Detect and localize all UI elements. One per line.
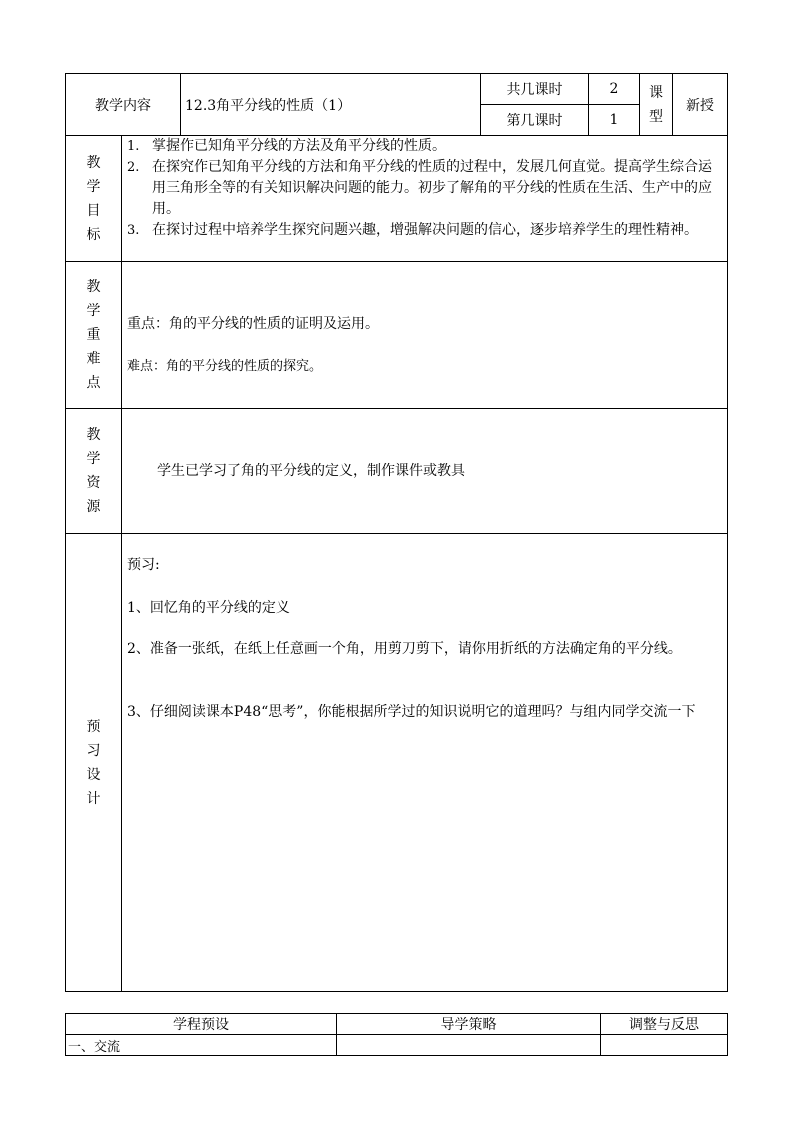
total-hours-label: 共几课时 (506, 82, 563, 98)
objective-item: 1. 掌握作已知角平分线的方法及角平分线的性质。 (127, 138, 446, 154)
total-hours-value: 2 (609, 81, 619, 97)
preview-item: 1、回忆角的平分线的定义 (127, 600, 290, 616)
process-header-plan: 学程预设 (173, 1017, 229, 1033)
preview-title: 预习: (127, 557, 160, 573)
process-header-reflection: 调整与反思 (629, 1017, 699, 1033)
lesson-topic: 12.3角平分线的性质（1） (185, 97, 352, 114)
preview-label: 预 习 设 计 (86, 718, 101, 807)
lesson-type-value: 新授 (686, 97, 714, 114)
type-label: 课 型 (649, 84, 663, 125)
preview-item: 3、仔细阅读课本P48“思考”，你能根据所学过的知识说明它的道理吗？与组内同学交流一下 (127, 704, 696, 720)
objectives-list (127, 136, 723, 241)
preview-item: 2、准备一张纸，在纸上任意画一个角，用剪刀剪下，请你用折纸的方法确定角的平分线。 (127, 641, 682, 657)
resources-label: 教 学 资 源 (86, 427, 101, 515)
current-hour-value: 1 (609, 112, 619, 128)
key-point-difficulty: 难点：角的平分线的性质的探究。 (127, 359, 323, 374)
objective-item: 2. 在探究作已知角平分线的方法和角平分线的性质的过程中，发展几何直觉。提高学生综合运用三角形全等的有关知识解决问题的能力。初步了解角的平分线的性质在生活、生产中的应用。 (127, 159, 712, 217)
resources-text: 学生已学习了角的平分线的定义，制作课件或教具 (157, 463, 465, 479)
process-header-strategy: 导学策略 (440, 1017, 497, 1033)
objectives-label: 教 学 目 标 (86, 154, 101, 243)
objective-item: 3. 在探讨过程中培养学生探究问题兴趣，增强解决问题的信心，逐步培养学生的理性精神。 (127, 222, 698, 238)
key-points-label: 教 学 重 难 点 (86, 279, 101, 391)
process-first-row: 一、交流 (68, 1039, 121, 1055)
content-label: 教学内容 (95, 97, 151, 114)
key-point-focus: 重点：角的平分线的性质的证明及运用。 (127, 316, 379, 332)
current-hour-label: 第几课时 (506, 113, 563, 129)
